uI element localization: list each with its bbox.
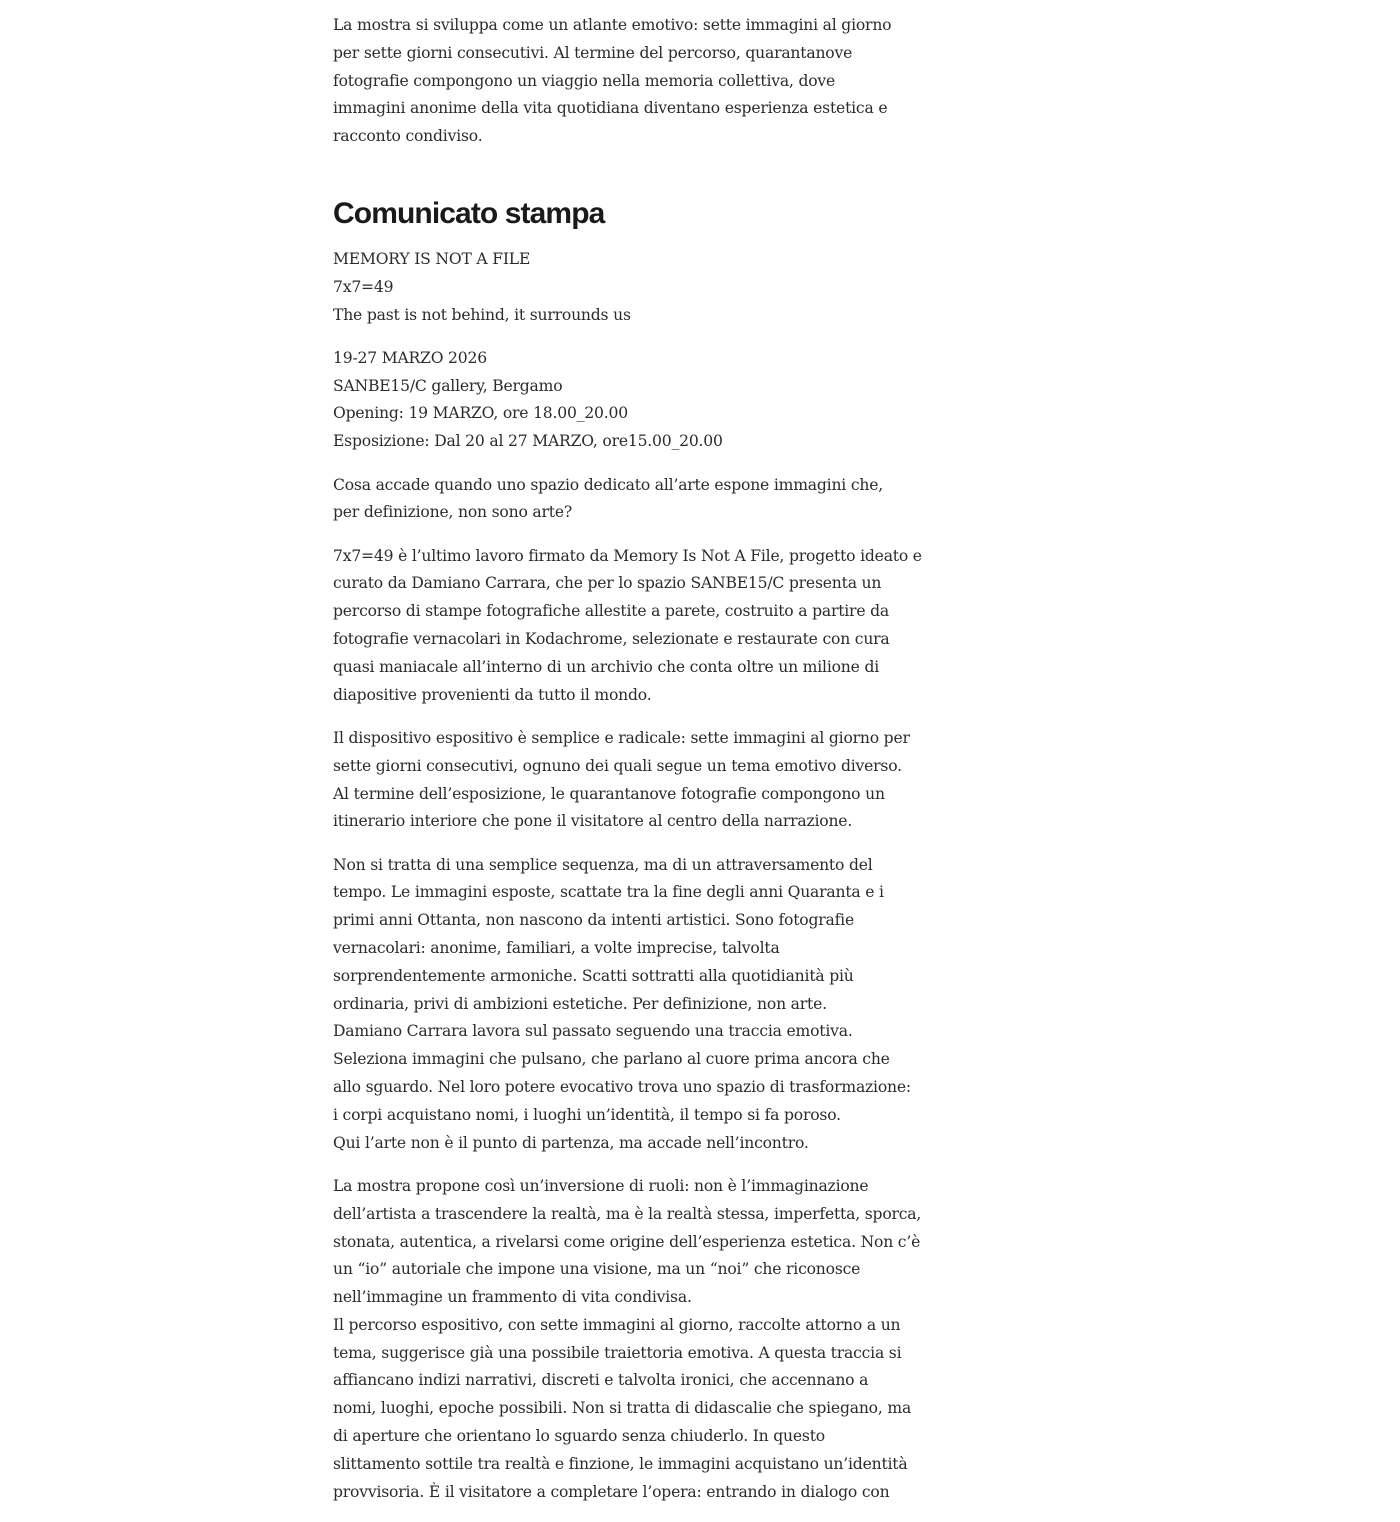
body-line: sorprendentemente armoniche. Scatti sottratti alla quotidianità più	[333, 966, 854, 985]
body-line: tema, suggerisce già una possibile traiettoria emotiva. A questa traccia si	[333, 1343, 902, 1362]
body-line: Qui l’arte non è il punto di partenza, ma accade nell’incontro.	[333, 1133, 809, 1152]
body-line: Non si tratta di una semplice sequenza, ma di un attraversamento del	[333, 855, 873, 874]
title-block	[333, 246, 893, 329]
body-line: itinerario interiore che pone il visitatore al centro della narrazione.	[333, 812, 853, 831]
title-line: 7x7=49	[333, 277, 394, 296]
press-release-heading: Comunicato stampa	[333, 197, 605, 230]
body-line: Seleziona immagini che pulsano, che parlano al cuore prima ancora che	[333, 1050, 890, 1069]
question-line: per definizione, non sono arte?	[333, 503, 573, 522]
venue-line: SANBE15/C gallery, Bergamo	[333, 376, 563, 395]
press-release-body	[333, 246, 922, 1522]
intro-line: immagini anonime della vita quotidiana diventano esperienza estetica e	[333, 99, 888, 118]
body-line: Damiano Carrara lavora sul passato seguendo una traccia emotiva.	[333, 1022, 853, 1041]
body-line: slittamento sottile tra realtà e finzione, le immagini acquistano un’identità	[333, 1454, 908, 1473]
body-line: 7x7=49 è l’ultimo lavoro firmato da Memory Is Not A File, progetto ideato e	[333, 546, 922, 565]
body-line: Il dispositivo espositivo è semplice e radicale: sette immagini al giorno per	[333, 728, 910, 747]
body-line: quasi maniacale all’interno di un archivio che conta oltre un milione di	[333, 657, 880, 676]
intro-paragraph	[333, 12, 893, 151]
body-line: sette giorni consecutivi, ognuno dei quali segue un tema emotivo diverso.	[333, 756, 902, 775]
info-block	[333, 345, 893, 456]
body-line: curato da Damiano Carrara, che per lo spazio SANBE15/C presenta un	[333, 574, 882, 593]
intro-line: racconto condiviso.	[333, 127, 483, 146]
body-line: ordinaria, privi di ambizioni estetiche. Per definizione, non arte.	[333, 994, 827, 1013]
body-line: percorso di stampe fotografiche allestite a parete, costruito a partire da	[333, 602, 889, 621]
body-line: primi anni Ottanta, non nascono da intenti artistici. Sono fotografie	[333, 911, 855, 930]
body-line: i corpi acquistano nomi, i luoghi un’identità, il tempo si fa poroso.	[333, 1105, 841, 1124]
body-line: nomi, luoghi, epoche possibili. Non si tratta di didascalie che spiegano, ma	[333, 1399, 912, 1418]
body-line: tempo. Le immagini esposte, scattate tra la fine degli anni Quaranta e i	[333, 883, 884, 902]
body-line: affiancano indizi narrativi, discreti e talvolta ironici, che accennano a	[333, 1371, 869, 1390]
exhibition-hours-line: Esposizione: Dal 20 al 27 MARZO, ore15.00_20.00	[333, 432, 723, 451]
body-line: Il percorso espositivo, con sette immagini al giorno, raccolte attorno a un	[333, 1315, 901, 1334]
body-paragraph-4	[333, 1173, 922, 1507]
body-line: dell’artista a trascendere la realtà, ma è la realtà stessa, imperfetta, sporca,	[333, 1204, 922, 1223]
body-line: un “io” autoriale che impone una visione, ma un “noi” che riconosce	[333, 1260, 861, 1279]
question-paragraph	[333, 472, 893, 528]
opening-line: Opening: 19 MARZO, ore 18.00_20.00	[333, 404, 628, 423]
body-paragraph-1	[333, 543, 922, 710]
intro-line: fotografie compongono un viaggio nella memoria collettiva, dove	[333, 71, 836, 90]
body-paragraph-3	[333, 852, 911, 1158]
body-line: allo sguardo. Nel loro potere evocativo trova uno spazio di trasformazione:	[333, 1078, 911, 1097]
body-line: diapositive provenienti da tutto il mondo.	[333, 685, 652, 704]
dates-line: 19-27 MARZO 2026	[333, 348, 487, 367]
title-line: The past is not behind, it surrounds us	[333, 305, 631, 324]
intro-line: per sette giorni consecutivi. Al termine del percorso, quarantanove	[333, 43, 853, 62]
body-line: Al termine dell’esposizione, le quarantanove fotografie compongono un	[333, 784, 885, 803]
body-line: La mostra propone così un’inversione di ruoli: non è l’immaginazione	[333, 1176, 869, 1195]
body-line: fotografie vernacolari in Kodachrome, selezionate e restaurate con cura	[333, 630, 890, 649]
intro-line: La mostra si sviluppa come un atlante emotivo: sette immagini al giorno	[333, 16, 892, 34]
body-paragraph-2	[333, 725, 910, 836]
body-line: provvisoria. È il visitatore a completare l’opera: entrando in dialogo con	[333, 1482, 890, 1501]
intro-section	[333, 12, 893, 166]
body-line: di aperture che orientano lo sguardo senza chiuderlo. In questo	[333, 1427, 825, 1446]
body-line: stonata, autentica, a rivelarsi come origine dell’esperienza estetica. Non c’è	[333, 1232, 921, 1251]
title-line: MEMORY IS NOT A FILE	[333, 250, 531, 268]
body-line: vernacolari: anonime, familiari, a volte imprecise, talvolta	[333, 939, 780, 958]
question-line: Cosa accade quando uno spazio dedicato all’arte espone immagini che,	[333, 475, 884, 494]
body-line: nell’immagine un frammento di vita condivisa.	[333, 1288, 692, 1307]
